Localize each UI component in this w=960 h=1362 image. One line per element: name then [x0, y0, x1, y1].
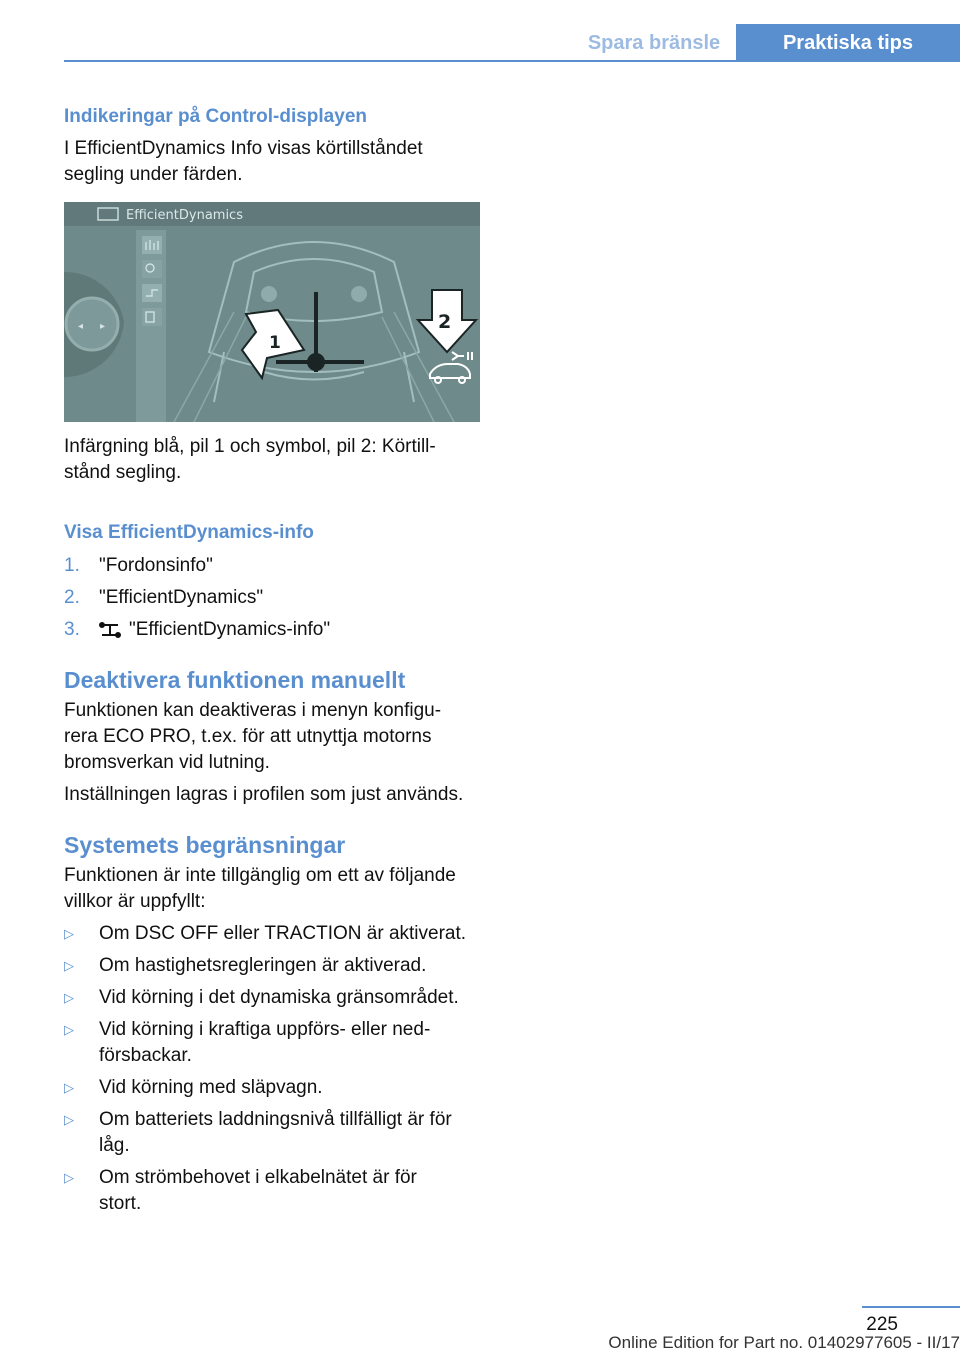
list-item-text: stort. [99, 1193, 142, 1214]
list-item-text: Om batteriets laddningsnivå tillfälligt är för [99, 1109, 452, 1130]
limits-heading: Systemets begränsningar [64, 832, 346, 858]
arrow-1-label: 1 [269, 333, 281, 353]
footer-edition: Online Edition for Part no. 01402977605 - II/17 [608, 1333, 960, 1352]
figure-caption-line2: stånd segling. [64, 462, 182, 483]
figure-caption-line1: Infärgning blå, pil 1 och symbol, pil 2: Körtill- [64, 436, 436, 457]
list-item-text: Om hastighetsregleringen är aktiverad. [99, 955, 427, 976]
list-item-text: Vid körning i kraftiga uppförs- eller ned- [99, 1019, 431, 1040]
show-info-heading: Visa EfficientDynamics-info [64, 522, 314, 543]
bullet-triangle-icon: ▷ [64, 1170, 74, 1185]
header-section-tab[interactable]: Spara bränsle [587, 31, 721, 54]
header-chapter-tab[interactable]: Praktiska tips [736, 24, 960, 62]
limits-intro-line1: Funktionen är inte tillgänglig om ett av följande [64, 865, 456, 886]
deactivate-p1-line2: rera ECO PRO, t.ex. för att utnyttja motorns [64, 726, 432, 747]
bullet-triangle-icon: ▷ [64, 958, 74, 973]
limits-intro-line2: villkor är uppfyllt: [64, 891, 206, 912]
step-number: 3. [64, 619, 80, 640]
footer-rule [862, 1306, 960, 1308]
screen-title: EfficientDynamics [126, 208, 243, 223]
bullet-triangle-icon: ▷ [64, 1112, 74, 1127]
bullet-triangle-icon: ▷ [64, 990, 74, 1005]
arrow-2-label: 2 [438, 311, 452, 333]
display-illustration [64, 202, 480, 422]
step-text: "EfficientDynamics-info" [129, 619, 331, 640]
list-item-text: Vid körning med släpvagn. [99, 1077, 323, 1098]
bullet-triangle-icon: ▷ [64, 926, 74, 941]
list-item-text: försbackar. [99, 1045, 192, 1066]
list-item-text: Vid körning i det dynamiska gränsområdet. [99, 987, 459, 1008]
deactivate-p2: Inställningen lagras i profilen som just används. [64, 784, 464, 805]
deactivate-p1-line1: Funktionen kan deaktiveras i menyn konfigu- [64, 700, 442, 721]
step-text: "Fordonsinfo" [99, 555, 213, 576]
list-item-text: Om DSC OFF eller TRACTION är aktiverat. [99, 923, 467, 944]
step-content [99, 617, 484, 643]
indicators-heading: Indikeringar på Control-displayen [64, 106, 367, 127]
bullet-triangle-icon: ▷ [64, 1022, 74, 1037]
deactivate-p1-line3: bromsverkan vid lutning. [64, 752, 270, 773]
indicators-body-line2: segling under färden. [64, 164, 243, 185]
step-text: "EfficientDynamics" [99, 587, 264, 608]
step-number: 1. [64, 555, 80, 576]
efficientdynamics-display-figure [64, 202, 480, 422]
svg-text:◂: ◂ [78, 321, 84, 332]
page-number: 225 [866, 1314, 898, 1335]
list-item-text: låg. [99, 1135, 130, 1156]
efficientdynamics-info-icon [99, 621, 121, 639]
step-number: 2. [64, 587, 80, 608]
list-item-text: Om strömbehovet i elkabelnätet är för [99, 1167, 417, 1188]
indicators-body-line1: I EfficientDynamics Info visas körtillståndet [64, 138, 423, 159]
header-rule [64, 60, 960, 62]
bullet-triangle-icon: ▷ [64, 1080, 74, 1095]
deactivate-heading: Deaktivera funktionen manuellt [64, 667, 406, 693]
svg-text:▸: ▸ [100, 321, 106, 332]
